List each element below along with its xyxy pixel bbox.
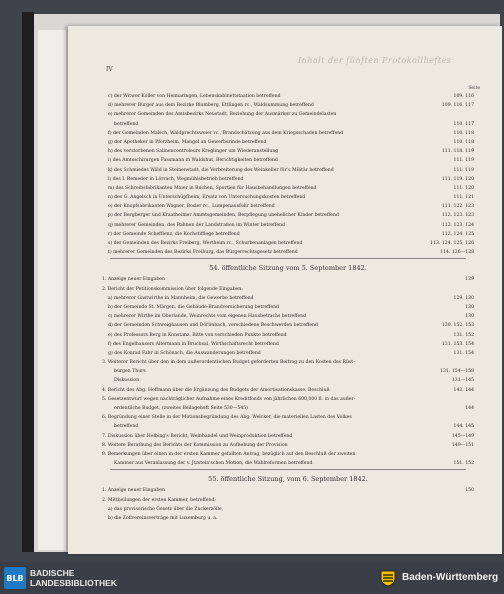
toc-entry-page: 130 (465, 314, 474, 320)
page-number: IV (106, 66, 113, 73)
toc-entry-text: c) der Witwer Koller von Heimaringen, Lebenskabinettstaation betreffend (108, 94, 281, 99)
toc-entry (102, 211, 474, 220)
toc-entry (102, 321, 474, 330)
toc-entry (102, 367, 474, 376)
toc-entry-page: 129. 130 (453, 295, 474, 301)
toc-entry-text: q) mehrerer Gemeinden, des Bahnen der Landstraßen im Winter betreffend (108, 222, 286, 228)
toc-entry-page: 110. 118 (453, 130, 474, 136)
toc-entry (102, 312, 474, 321)
toc-entry (102, 486, 474, 495)
toc-entry-text: p) der Bergberger und Kraatheimer Ammtsgemeinden, Berpflegung unehelicher Kinder betreffend (108, 213, 339, 219)
toc-entry (102, 303, 474, 312)
seite-label: Seite (468, 86, 480, 91)
toc-entry-page: 110. 118 (453, 139, 474, 145)
toc-entry-page: 131. 154—158 (440, 369, 474, 375)
toc-entry-text: 3. Weiterer Bericht über den in dem außerordentlichen Budget geforderten Beitrag zu den Kosten des Rüst- (102, 360, 355, 366)
toc-entry-text: 2. Bericht der Petitionskommission über folgende Eingaben: (102, 286, 243, 292)
blb-line-2: LANDESBIBLIOTHEK (30, 578, 117, 588)
toc-entry-text: 4. Bericht des Abg. Hoffmann über die Ergänzung des Budgets der Amortisationskasse. Beschluß (102, 387, 330, 393)
toc-entry (102, 505, 474, 514)
toc-entry-text: 6. Begründung einer Stelle in der Motionsbegründung des Abg. Welcker, die materiellen Lasten des Volkes (102, 415, 352, 421)
toc-entry (102, 147, 474, 156)
toc-entry-page: 109. 116 (453, 94, 474, 99)
toc-entry-text: 1. Anzeige neuer Eingaben (102, 277, 165, 283)
toc-entry-text: f) des Engelhausers Altermann in Bruchsal, Wirthschaftsrecht betreffend (108, 341, 279, 347)
toc-entry-text: betreffend (114, 424, 139, 430)
toc-entry-text: 5. Gesetzentwurf wegen nachträglicher Aufnahme eines Kreditfonds von jährlichen 600,000 fl. in das außer- (102, 396, 356, 402)
toc-entry-page: 131. 153. 154 (441, 341, 474, 347)
toc-entry (102, 166, 474, 175)
toc-entry-text: betreffend (114, 121, 139, 127)
toc-entry (102, 432, 474, 441)
toc-entry-text: 7. Diskussion über Helbing's Bericht, Weinhandel und Weinproduktion betreffend (102, 433, 293, 439)
toc-entry (102, 138, 474, 147)
bw-crest-icon (378, 569, 398, 587)
toc-entry-page: 144. 145 (453, 424, 474, 430)
toc-entry (102, 239, 474, 248)
toc-entry-text: a) mehrerer Gastwirthe in Mannheim, die Gewerbe betreffend (108, 295, 254, 301)
toc-entry-page: 145—149 (451, 433, 474, 439)
blb-name[interactable] (30, 568, 117, 588)
toc-entry-text: s) der Gemeinden des Bezirks Freiberg, Wertheim rc., Schurbenanlagen betreffend (108, 241, 303, 246)
toc-entry-text: e) mehrerer Gemeinden des Amtsbezirks Neustadt, Beziehung der Ausmärker zu Gemeindelasten (108, 112, 337, 118)
toc-entry (102, 376, 474, 385)
toc-entry-text: f) der Gemeinden Malsch, Waldprechtsweier rc., Brandschätzung aus dem Kriegsschaden betreffend (108, 130, 344, 136)
toc-entry-text: h) des verstorbenen Salinencontroleurs Kreglinger um Wiederanstellung (108, 149, 279, 155)
toc-entry-text: burgen Thurs (114, 369, 146, 375)
toc-entry (102, 459, 474, 468)
toc-entry-page: 130. 152. 153 (441, 323, 474, 329)
toc-entry (102, 331, 474, 340)
toc-entry-page: 131—145 (451, 378, 474, 384)
toc-entry-text: t) mehrerer Gemeinden des Bezirks Freiburg, das Bürgerrechtsgesetz betreffend (108, 250, 298, 256)
section-rule (110, 469, 466, 470)
left-leaf (38, 30, 66, 550)
toc-entry-page: 151. 152 (453, 461, 474, 467)
running-head: Inhalt der fünften Protokollheftes (298, 56, 452, 65)
toc-entry-text: 2. Mittheilungen der ersten Kammer, betreffend: (102, 497, 216, 503)
blb-logo[interactable]: BLB (4, 567, 26, 589)
toc-entry-text: ordentliche Budget, (zweites Beilageheft Seite 530—545) (114, 406, 248, 411)
toc-entry-text: l) des I. Remeder in Lörrach, Wegmühlsbetrieb betreffend (108, 176, 244, 182)
toc-entry (102, 184, 474, 193)
toc-entry-text: g) der Apotheker in Pforzheim, Mangel an Gewerbsrinde betreffend (108, 139, 267, 145)
toc-entry (102, 496, 474, 505)
section-rule (110, 258, 466, 259)
toc-entry-text: Diskussion (114, 378, 140, 384)
toc-entry (102, 340, 474, 349)
toc-entry-page: 112. 123. 123 (441, 213, 474, 219)
toc-entry-text: c) mehrerer Wirthe im Oberlande, Weinrechts vom eigenen Hausbetrachs betreffend (108, 314, 307, 320)
toc-entry-page: 111. 121 (453, 195, 474, 201)
toc-entry-page: 131. 152 (453, 332, 474, 338)
toc-entry (102, 358, 474, 367)
toc-entry (102, 202, 474, 211)
toc-entry (102, 294, 474, 303)
toc-entry (102, 156, 474, 165)
toc-entry (102, 120, 474, 129)
toc-entry-text: o) der Knopfsabrikanten Wagner, Bosler rc., Lumpenausfuhr betreffend (108, 204, 275, 210)
toc-entry-page: 143. 144 (453, 387, 474, 393)
toc-entry-text: d) mehrerer Bürger aus dem Bezirke Blumberg, Ettlingen rc., Waldsummung betreffend (108, 103, 314, 109)
bw-label[interactable]: Baden-Württemberg (402, 572, 499, 583)
toc-entry-text: n) des G. Angelsch in Unterschüpfheim, Ersatz von Untersuchungskosten betreffend (108, 195, 306, 201)
toc-entry-page: 111. 119 (453, 158, 474, 164)
toc-entry (102, 422, 474, 431)
toc-entry-page: 144 (465, 406, 474, 411)
toc-entry-text: b) der Gemeinde St. Märgen, die Gebäude-Brandversicherung betreffend (108, 304, 280, 310)
toc-entry-page: 111. 119. 120 (441, 176, 474, 182)
toc-entry-page: 112. 123. 124 (441, 222, 474, 228)
toc-entry-text: a) das provisorische Gesetz über die Zuckerzölle, (108, 506, 224, 512)
toc-entry-page: 111. 120 (453, 185, 474, 191)
toc-entry (102, 92, 474, 101)
table-of-contents (102, 92, 474, 523)
toc-entry-page: 114. 126—128 (440, 250, 474, 256)
toc-entry (102, 441, 474, 450)
toc-entry (102, 248, 474, 257)
toc-entry (102, 285, 474, 294)
toc-entry-page: 111. 122. 123 (441, 204, 474, 210)
toc-entry-text: d) der Gemeinden Schweighausen und Dörlinbach, verschiedene Beschwerden betreffend (108, 323, 318, 329)
session-heading: 55. öffentliche Sitzung, vom 6. September 1842. (208, 475, 368, 484)
toc-entry-page: 149—151 (451, 442, 474, 448)
toc-entry (102, 175, 474, 184)
toc-entry (102, 275, 474, 284)
toc-entry-page: 150 (465, 488, 474, 494)
toc-entry-text: Kammer aus Veranlassung der v. Jtzstein'schen Motion, die Wahlreformen betreffend (114, 461, 313, 467)
toc-entry-page: 130 (465, 304, 474, 310)
toc-entry-page: 110. 117 (453, 121, 474, 127)
toc-entry (102, 193, 474, 202)
toc-entry-text: k) des Schmiedes Wäld in Steinenstadt, die Verbreiterung des Weinkeller für's Militär betreffend (108, 167, 334, 173)
toc-entry-page: 111. 118. 119 (441, 149, 474, 155)
scanned-page (68, 26, 502, 554)
toc-entry (102, 413, 474, 422)
toc-entry-text: g) des Konrad Fahr in Schönach, die Auswanderungen betreffend (108, 350, 261, 356)
toc-entry (102, 110, 474, 119)
toc-entry (102, 349, 474, 358)
toc-entry-text: m) des Schreibsfabrikanten Maier in Buchen, Sportien für Hausbehandlungen betreffend (108, 185, 317, 191)
toc-entry-page: 129 (465, 277, 474, 283)
book-spine (22, 12, 34, 552)
toc-entry-text: i) des Amtsschirurgen Fassmann in Waldshut, Berichtigkeiten betreffend (108, 158, 278, 164)
toc-entry-page: 131. 154 (453, 350, 474, 356)
toc-entry (102, 221, 474, 230)
toc-entry (102, 395, 474, 404)
toc-entry (102, 101, 474, 110)
toc-entry (102, 514, 474, 523)
toc-entry-page: 113. 124. 125. 126 (430, 241, 474, 246)
toc-entry (102, 404, 474, 413)
blb-line-1: BADISCHE (30, 568, 75, 578)
toc-entry-text: 9. Bemerkungen über einen in der ersten Kammer gefallten Antrag, bezüglich auf den Beschluß der zweiten (102, 451, 356, 457)
session-heading: 54. öffentliche Sitzung vom 5. September 1842. (209, 264, 367, 273)
toc-entry-text: 8. Weitere Berathung des Berichts der Kommission zu Aufhebung der Provision (102, 442, 288, 448)
toc-entry-text: e) des Professors Berg in Konstanz, Bitte von verschieden Punkte betreffend (108, 332, 287, 338)
toc-entry (102, 386, 474, 395)
toc-entry (102, 450, 474, 459)
toc-entry (102, 129, 474, 138)
toc-entry (102, 230, 474, 239)
toc-entry-page: 112. 124. 125 (441, 231, 474, 237)
toc-entry-page: 109. 116. 117 (441, 103, 474, 109)
toc-entry-page: 111. 119 (453, 167, 474, 173)
toc-entry-text: r) der Gemeinde Schefflenz, die Kochstifflege betreffend (108, 231, 240, 237)
toc-entry-text: b) die Zollvereinsverträge mit Luxemburg u. a. (108, 515, 218, 521)
toc-entry-text: 1. Anzeige neuer Eingaben (102, 488, 165, 494)
